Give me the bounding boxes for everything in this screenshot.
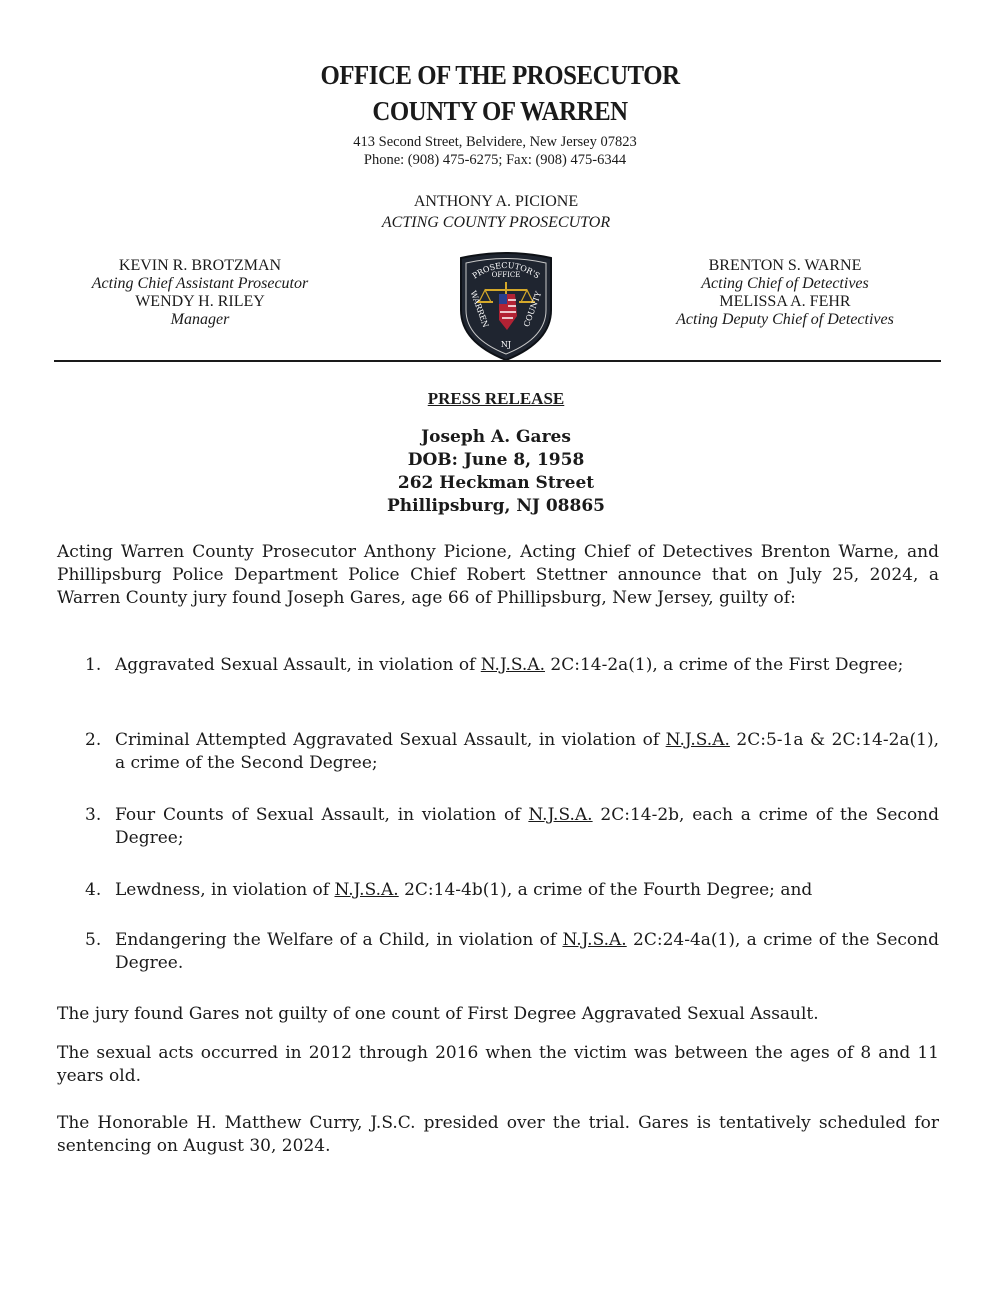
charge-text: 2C:5-1a & 2C:14-2a(1), a crime of the Second Degree; (115, 730, 940, 773)
county-title: COUNTY OF WARREN (372, 96, 628, 126)
charge-number: 4. (85, 880, 102, 900)
office-phone: Phone: (908) 475-6275; Fax: (908) 475-6344 (363, 152, 627, 168)
charge-item (115, 929, 939, 975)
seal-office-text: OFFICE (491, 271, 521, 279)
charge-number: 1. (85, 655, 102, 675)
charge-text: 2C:14-4b(1), a crime of the Fourth Degree; and (404, 880, 813, 900)
seal-left-text: WARREN (468, 289, 491, 329)
not-guilty-paragraph: The jury found Gares not guilty of one count of First Degree Aggravated Sexual Assault. (57, 1004, 819, 1024)
charge-text: 2C:14-2a(1), a crime of the First Degree; (550, 655, 904, 675)
statute-label: N.J.S.A. (334, 880, 399, 900)
header-divider (54, 360, 941, 362)
charge-item (115, 804, 939, 850)
seal-bottom-text: NJ (500, 340, 512, 349)
charge-text: 2C:14-2b, each a crime of the Second Degree; (115, 805, 940, 848)
prosecutor-name: ANTHONY A. PICIONE (413, 193, 579, 210)
subject-city: Phillipsburg, NJ 08865 (386, 496, 605, 516)
left-staff-block (60, 257, 340, 329)
press-release-heading: PRESS RELEASE (427, 389, 565, 408)
seal-top-text: PROSECUTOR'S (470, 260, 542, 281)
subject-street: 262 Heckman Street (397, 473, 595, 493)
charge-item (115, 879, 939, 902)
intro-paragraph: Acting Warren County Prosecutor Anthony Picione, Acting Chief of Detectives Brenton Warne, and Phillipsburg Police Department Police Chief Robert Stettner announce that on July 25, 2024, a Warren County jury found Joseph Gares, age 66 of Phillipsburg, New Jersey, guilty of: (57, 542, 939, 608)
staff-title: Acting Chief Assistant Prosecutor (91, 275, 309, 292)
charge-text: Criminal Attempted Aggravated Sexual Assault, in violation of (115, 730, 660, 750)
office-title: OFFICE OF THE PROSECUTOR (320, 60, 680, 90)
acts-paragraph: The sexual acts occurred in 2012 through 2016 when the victim was between the ages of 8 and 11 years old. (57, 1043, 939, 1086)
prosecutor-seal-icon (455, 250, 557, 362)
right-staff-block (640, 257, 930, 329)
trial-paragraph: The Honorable H. Matthew Curry, J.S.C. presided over the trial. Gares is tentatively scheduled for sentencing on August 30, 2024. (57, 1113, 939, 1156)
staff-name: MELISSA A. FEHR (719, 293, 851, 310)
office-address: 413 Second Street, Belvidere, New Jersey 07823 (353, 134, 637, 150)
charge-item (115, 654, 939, 677)
prosecutor-title: ACTING COUNTY PROSECUTOR (381, 214, 611, 231)
charge-text: 2C:24-4a(1), a crime of the Second Degree. (115, 930, 939, 973)
charge-text: Four Counts of Sexual Assault, in violation of (115, 805, 521, 825)
charge-item (115, 729, 939, 775)
charge-number: 2. (85, 730, 102, 750)
statute-label: N.J.S.A. (562, 930, 627, 950)
staff-title: Manager (170, 311, 230, 328)
charge-text: Endangering the Welfare of a Child, in violation of (115, 930, 557, 950)
charge-number: 3. (85, 805, 102, 825)
seal-right-text: COUNTY (522, 290, 544, 329)
statute-label: N.J.S.A. (528, 805, 593, 825)
staff-title: Acting Chief of Detectives (701, 275, 869, 292)
staff-title: Acting Deputy Chief of Detectives (676, 311, 894, 328)
staff-name: WENDY H. RILEY (135, 293, 265, 310)
subject-dob: DOB: June 8, 1958 (407, 450, 585, 470)
charge-number: 5. (85, 930, 102, 950)
charge-text: Aggravated Sexual Assault, in violation of (115, 655, 476, 675)
subject-name: Joseph A. Gares (421, 427, 571, 447)
statute-label: N.J.S.A. (480, 655, 545, 675)
statute-label: N.J.S.A. (665, 730, 730, 750)
staff-name: BRENTON S. WARNE (708, 257, 862, 274)
staff-name: KEVIN R. BROTZMAN (118, 257, 282, 274)
charge-text: Lewdness, in violation of (115, 880, 330, 900)
